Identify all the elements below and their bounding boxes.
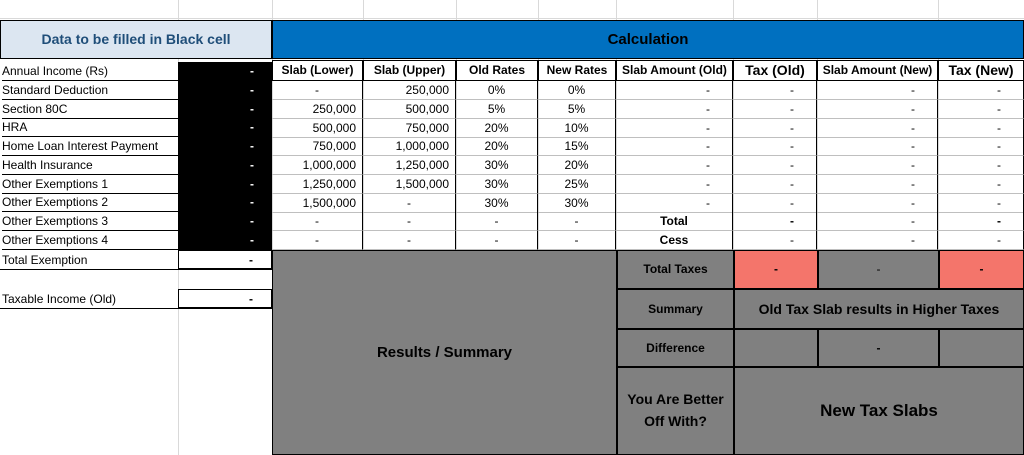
input-label: HRA <box>2 118 178 137</box>
table-cell: - <box>817 100 938 119</box>
table-cell: 500,000 <box>363 100 456 119</box>
column-header: Old Rates <box>456 60 538 81</box>
column-header: New Rates <box>538 60 616 81</box>
column-header: Slab Amount (Old) <box>616 60 733 81</box>
input-label: Other Exemptions 3 <box>2 212 178 231</box>
total-taxes-new: - <box>939 250 1024 289</box>
input-value-cell[interactable]: - <box>178 175 272 194</box>
input-label: Home Loan Interest Payment <box>2 137 178 156</box>
table-cell: 30% <box>456 194 538 213</box>
table-cell: - <box>733 119 817 138</box>
difference-label: Difference <box>617 329 734 367</box>
input-label: Other Exemptions 4 <box>2 231 178 250</box>
divider <box>0 269 272 270</box>
table-cell: Cess <box>616 231 733 250</box>
table-cell: - <box>272 212 363 231</box>
table-cell: 750,000 <box>363 119 456 138</box>
table-cell: - <box>938 231 1024 250</box>
input-value-cell[interactable]: - <box>178 193 272 212</box>
table-cell: - <box>733 156 817 175</box>
summary-value: Old Tax Slab results in Higher Taxes <box>734 289 1024 329</box>
table-cell: - <box>363 194 456 213</box>
summary-label: Summary <box>617 289 734 329</box>
table-cell: - <box>938 194 1024 213</box>
better-off-value: New Tax Slabs <box>734 367 1024 455</box>
table-cell: 750,000 <box>272 137 363 156</box>
table-cell: 15% <box>538 137 616 156</box>
column-header: Tax (New) <box>938 60 1024 81</box>
input-value-cell[interactable]: - <box>178 81 272 100</box>
better-off-label: You Are Better Off With? <box>617 367 734 455</box>
difference-cell-1 <box>734 329 818 367</box>
table-cell: - <box>456 212 538 231</box>
column-header: Slab (Upper) <box>363 60 456 81</box>
table-cell: - <box>817 231 938 250</box>
table-cell: 1,500,000 <box>272 194 363 213</box>
table-cell: 500,000 <box>272 119 363 138</box>
taxable-income-value[interactable]: - <box>178 289 272 308</box>
table-cell: - <box>616 100 733 119</box>
input-label: Standard Deduction <box>2 81 178 100</box>
table-cell: - <box>733 137 817 156</box>
table-cell: - <box>817 119 938 138</box>
table-cell: - <box>616 175 733 194</box>
results-summary-panel: Results / Summary <box>272 250 617 455</box>
table-cell: 5% <box>456 100 538 119</box>
table-cell: - <box>733 231 817 250</box>
column-header: Slab (Lower) <box>272 60 363 81</box>
calculation-header: Calculation <box>272 20 1024 59</box>
taxable-income-label: Taxable Income (Old) <box>2 292 117 306</box>
input-label: Other Exemptions 1 <box>2 175 178 194</box>
difference-cell-3 <box>939 329 1024 367</box>
input-label: Section 80C <box>2 100 178 119</box>
input-value-cell[interactable]: - <box>178 212 272 231</box>
table-cell: - <box>272 231 363 250</box>
input-label: Other Exemptions 2 <box>2 193 178 212</box>
input-value-cell[interactable]: - <box>178 231 272 250</box>
input-label: Annual Income (Rs) <box>2 62 178 81</box>
input-value-cell[interactable]: - <box>178 100 272 119</box>
table-cell: - <box>616 156 733 175</box>
table-cell: - <box>938 156 1024 175</box>
input-label: Health Insurance <box>2 156 178 175</box>
table-cell: 0% <box>456 81 538 100</box>
table-cell: 250,000 <box>363 81 456 100</box>
table-cell: - <box>817 156 938 175</box>
table-cell: 1,500,000 <box>363 175 456 194</box>
table-cell: 20% <box>456 137 538 156</box>
total-exemption-value[interactable]: - <box>178 250 272 269</box>
table-cell: - <box>733 194 817 213</box>
table-cell: 30% <box>538 194 616 213</box>
gridline <box>0 18 1024 19</box>
table-cell: - <box>938 175 1024 194</box>
table-cell: - <box>733 100 817 119</box>
difference-value: - <box>818 329 939 367</box>
total-exemption-label: Total Exemption <box>2 253 88 267</box>
input-value-cell[interactable]: - <box>178 62 272 81</box>
left-header: Data to be filled in Black cell <box>0 20 272 59</box>
table-cell: 20% <box>538 156 616 175</box>
table-cell: 250,000 <box>272 100 363 119</box>
table-cell: - <box>817 137 938 156</box>
table-cell: - <box>456 231 538 250</box>
input-value-cell[interactable]: - <box>178 118 272 137</box>
table-cell: - <box>733 212 817 231</box>
table-cell: 10% <box>538 119 616 138</box>
table-cell: 1,250,000 <box>272 175 363 194</box>
table-cell: - <box>938 100 1024 119</box>
table-cell: - <box>363 212 456 231</box>
table-cell: - <box>817 212 938 231</box>
total-taxes-old: - <box>734 250 818 289</box>
table-cell: 5% <box>538 100 616 119</box>
table-cell: 1,250,000 <box>363 156 456 175</box>
table-cell: - <box>938 119 1024 138</box>
table-cell: - <box>616 137 733 156</box>
table-cell: - <box>538 231 616 250</box>
column-header: Tax (Old) <box>733 60 817 81</box>
total-taxes-label: Total Taxes <box>617 250 734 289</box>
divider <box>0 308 272 309</box>
table-cell: - <box>817 194 938 213</box>
table-cell: 25% <box>538 175 616 194</box>
table-cell: 1,000,000 <box>363 137 456 156</box>
table-cell: - <box>272 81 363 100</box>
table-cell: - <box>938 137 1024 156</box>
table-cell: 0% <box>538 81 616 100</box>
table-cell: - <box>616 194 733 213</box>
table-cell: Total <box>616 212 733 231</box>
table-cell: - <box>616 119 733 138</box>
table-cell: - <box>363 231 456 250</box>
table-cell: 30% <box>456 156 538 175</box>
table-cell: - <box>538 212 616 231</box>
table-cell: - <box>733 81 817 100</box>
table-cell: - <box>817 175 938 194</box>
input-value-cell[interactable]: - <box>178 137 272 156</box>
table-cell: - <box>938 212 1024 231</box>
table-cell: 20% <box>456 119 538 138</box>
table-cell: - <box>616 81 733 100</box>
table-cell: - <box>938 81 1024 100</box>
table-cell: 1,000,000 <box>272 156 363 175</box>
table-cell: - <box>733 175 817 194</box>
total-taxes-mid: - <box>818 250 939 289</box>
column-header: Slab Amount (New) <box>817 60 938 81</box>
table-cell: 30% <box>456 175 538 194</box>
input-value-cell[interactable]: - <box>178 156 272 175</box>
table-cell: - <box>817 81 938 100</box>
